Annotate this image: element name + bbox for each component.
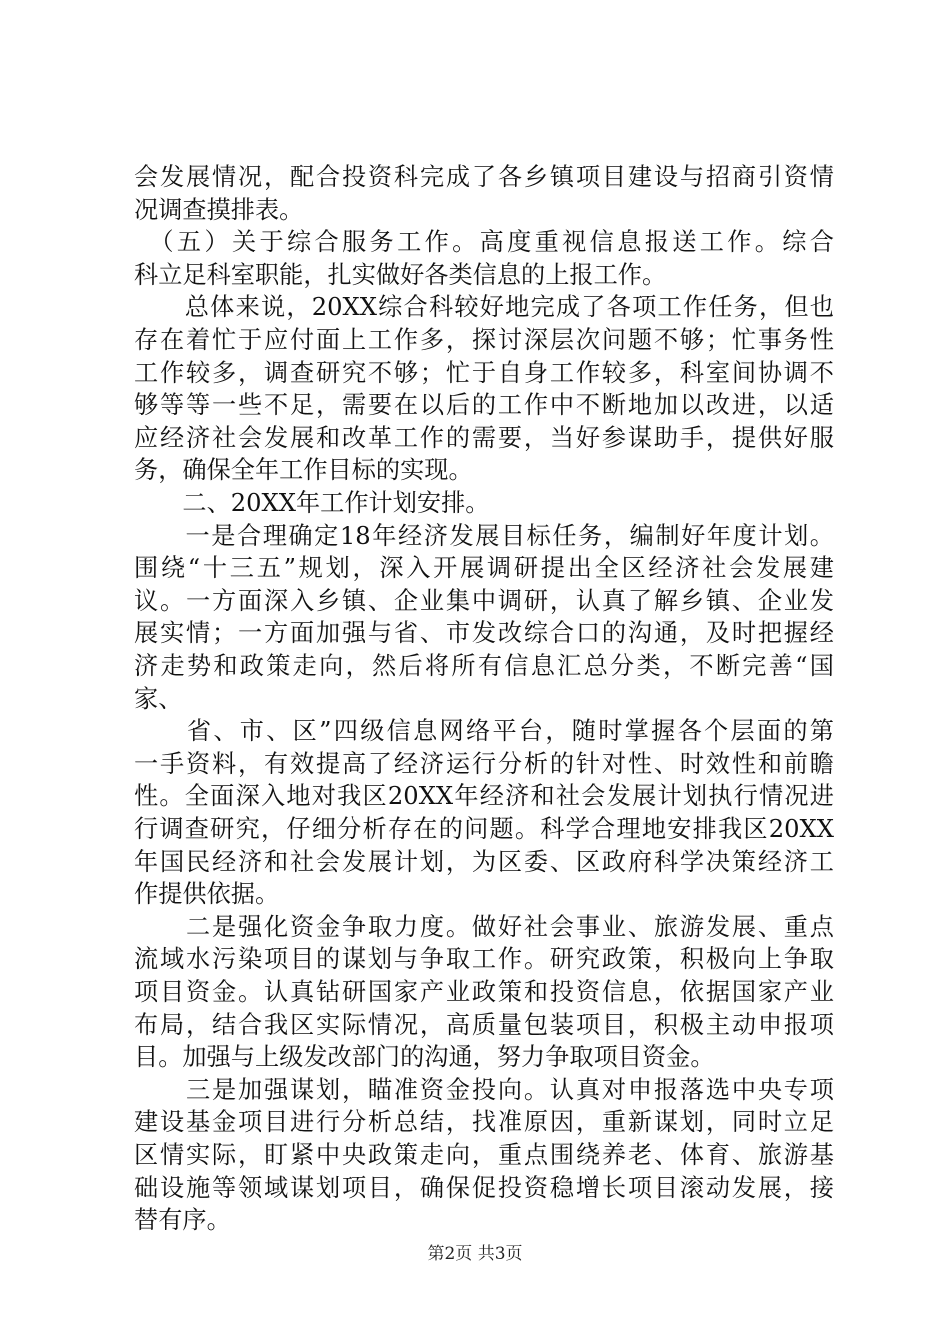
- text-line: 年国民经济和社会发展计划，为区委、区政府科学决策经济工: [134, 847, 834, 876]
- text-line: 性。全面深入地对我区20XX年经济和社会发展计划执行情况进: [134, 782, 834, 811]
- text-line: 二、20XX年工作计划安排。: [134, 489, 490, 517]
- text-line: 务，确保全年工作目标的实现。: [134, 456, 473, 485]
- text-line: 够等等一些不足，需要在以后的工作中不断地加以改进，以适: [134, 391, 834, 420]
- text-line: 围绕“十三五”规划，深入开展调研提出全区经济社会发展建: [134, 554, 834, 583]
- text-line: 布局，结合我区实际情况，高质量包装项目，积极主动申报项: [134, 1010, 834, 1039]
- text-line: 二是强化资金争取力度。做好社会事业、旅游发展、重点: [134, 912, 834, 941]
- text-line: 省、市、区”四级信息网络平台，随时掌握各个层面的第: [134, 717, 834, 746]
- text-line: 会发展情况，配合投资科完成了各乡镇项目建设与招商引资情: [134, 163, 834, 191]
- text-line: （五）关于综合服务工作。高度重视信息报送工作。综合: [134, 228, 834, 257]
- text-line: 展实情；一方面加强与省、市发改综合口的沟通，及时把握经: [134, 619, 834, 648]
- text-line: 目。加强与上级发改部门的沟通，努力争取项目资金。: [134, 1043, 715, 1072]
- text-line: 替有序。: [134, 1206, 231, 1235]
- text-line: 工作较多，调查研究不够；忙于自身工作较多，科室间协调不: [134, 358, 834, 387]
- text-line: 建设基金项目进行分析总结，找准原因，重新谋划，同时立足: [134, 1108, 834, 1137]
- text-line: 家、: [134, 684, 183, 713]
- text-line: 议。一方面深入乡镇、企业集中调研，认真了解乡镇、企业发: [134, 586, 834, 615]
- text-line: 一是合理确定18年经济发展目标任务，编制好年度计划。: [134, 521, 834, 550]
- text-line: 础设施等领域谋划项目，确保促投资稳增长项目滚动发展，接: [134, 1173, 834, 1202]
- text-line: 存在着忙于应付面上工作多，探讨深层次问题不够；忙事务性: [134, 326, 834, 354]
- page-footer: 第2页 共3页: [427, 1244, 523, 1264]
- text-line: 作提供依据。: [134, 880, 280, 909]
- text-line: 区情实际，盯紧中央政策走向，重点围绕养老、体育、旅游基: [134, 1141, 834, 1169]
- text-line: 总体来说，20XX综合科较好地完成了各项工作任务，但也: [134, 293, 834, 322]
- text-line: 况调查摸排表。: [134, 195, 304, 224]
- text-line: 科立足科室职能，扎实做好各类信息的上报工作。: [134, 260, 667, 289]
- text-line: 流域水污染项目的谋划与争取工作。研究政策，积极向上争取: [134, 945, 834, 974]
- text-line: 一手资料，有效提高了经济运行分析的针对性、时效性和前瞻: [134, 749, 834, 778]
- text-line: 三是加强谋划，瞄准资金投向。认真对申报落选中央专项: [134, 1075, 834, 1104]
- text-line: 项目资金。认真钻研国家产业政策和投资信息，依据国家产业: [134, 978, 834, 1006]
- text-line: 应经济社会发展和改革工作的需要，当好参谋助手，提供好服: [134, 423, 834, 452]
- text-line: 济走势和政策走向，然后将所有信息汇总分类，不断完善“国: [134, 652, 834, 680]
- text-line: 行调查研究，仔细分析存在的问题。科学合理地安排我区20XX: [134, 815, 834, 843]
